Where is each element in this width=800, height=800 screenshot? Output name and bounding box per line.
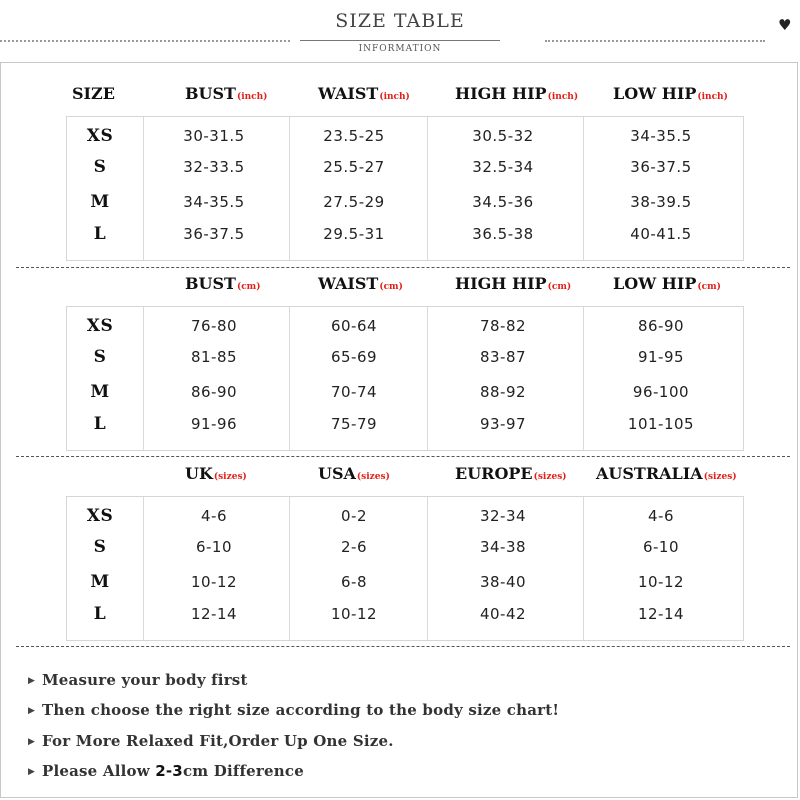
value-cell: 40-41.5 — [630, 225, 692, 243]
column-header-label: BUST — [185, 274, 236, 293]
column-header-unit: (sizes) — [213, 472, 247, 482]
column-header — [613, 84, 728, 103]
size-cell: L — [93, 414, 107, 434]
column-header-unit: (cm) — [236, 282, 261, 292]
table-row — [0, 310, 800, 342]
value-cell: 70-74 — [330, 383, 378, 401]
table-row — [0, 376, 800, 408]
column-header — [455, 274, 571, 293]
value-cell: 65-69 — [330, 348, 378, 366]
table-row — [0, 566, 800, 598]
value-cell: 36.5-38 — [472, 225, 534, 243]
value-cell: 83-87 — [479, 348, 527, 366]
value-cell: 6-10 — [642, 538, 680, 556]
note-text: For More Relaxed Fit,Order Up One Size. — [42, 732, 394, 750]
section-divider — [16, 646, 790, 647]
table-row — [0, 341, 800, 373]
value-cell: 0-2 — [341, 507, 367, 525]
value-cell: 32-34 — [479, 507, 527, 525]
table-row — [0, 120, 800, 152]
size-cell: XS — [86, 316, 114, 336]
value-cell: 10-12 — [637, 573, 685, 591]
column-header-label: HIGH HIP — [455, 274, 547, 293]
value-cell: 36-37.5 — [183, 225, 245, 243]
value-cell: 25.5-27 — [323, 158, 385, 176]
column-header-unit: (inch) — [697, 92, 728, 102]
value-cell: 86-90 — [190, 383, 238, 401]
value-cell: 10-12 — [190, 573, 238, 591]
size-cell: XS — [86, 126, 114, 146]
value-cell: 27.5-29 — [323, 193, 385, 211]
value-cell: 96-100 — [632, 383, 690, 401]
table-row — [0, 218, 800, 250]
column-header-label: WAIST — [318, 84, 379, 103]
value-cell: 32.5-34 — [472, 158, 534, 176]
column-header — [455, 84, 578, 103]
value-cell: 34-35.5 — [630, 127, 692, 145]
header-dotted-line-left — [0, 40, 290, 42]
triangle-bullet-icon: ▶ — [28, 706, 36, 716]
value-cell: 6-8 — [341, 573, 367, 591]
column-header-unit: (sizes) — [533, 472, 567, 482]
value-cell: 12-14 — [637, 605, 685, 623]
value-cell: 40-42 — [479, 605, 527, 623]
value-cell: 78-82 — [479, 317, 527, 335]
table-row — [0, 500, 800, 532]
column-header-label: EUROPE — [455, 464, 533, 483]
column-header-label: UK — [185, 464, 213, 483]
value-cell: 38-39.5 — [630, 193, 692, 211]
column-header — [318, 84, 410, 103]
value-cell: 10-12 — [330, 605, 378, 623]
column-header — [185, 464, 247, 483]
value-cell: 88-92 — [479, 383, 527, 401]
note-item — [28, 671, 248, 689]
size-cell: L — [93, 604, 107, 624]
table-row — [0, 598, 800, 630]
value-cell: 6-10 — [195, 538, 233, 556]
page-subtitle: INFORMATION — [358, 44, 442, 54]
value-cell: 38-40 — [479, 573, 527, 591]
section-divider — [16, 456, 790, 457]
value-cell: 101-105 — [627, 415, 695, 433]
table-row — [0, 408, 800, 440]
size-column-header: SIZE — [72, 84, 115, 103]
header-dotted-line-right — [545, 40, 765, 42]
column-header-unit: (cm) — [379, 282, 403, 292]
note-emphasis: 2-3 — [155, 762, 183, 780]
column-header — [318, 274, 403, 293]
value-cell: 81-85 — [190, 348, 238, 366]
value-cell: 93-97 — [479, 415, 527, 433]
value-cell: 2-6 — [341, 538, 367, 556]
column-header-unit: (sizes) — [356, 472, 390, 482]
value-cell: 60-64 — [330, 317, 378, 335]
size-cell: S — [93, 537, 107, 557]
triangle-bullet-icon: ▶ — [28, 737, 36, 747]
value-cell: 34.5-36 — [472, 193, 534, 211]
column-header-label: HIGH HIP — [455, 84, 547, 103]
section-divider — [16, 267, 790, 268]
table-header-row — [0, 464, 800, 490]
value-cell: 76-80 — [190, 317, 238, 335]
table-header-row — [0, 84, 800, 110]
column-header-label: BUST — [185, 84, 236, 103]
size-cell: M — [90, 572, 110, 592]
page-title: SIZE TABLE — [335, 10, 465, 32]
table-header-row — [0, 274, 800, 300]
size-cell: M — [90, 192, 110, 212]
value-cell: 30.5-32 — [472, 127, 534, 145]
value-cell: 4-6 — [648, 507, 674, 525]
triangle-bullet-icon: ▶ — [28, 767, 36, 777]
heart-icon: ♥ — [778, 16, 792, 34]
column-header-label: LOW HIP — [613, 274, 697, 293]
note-item — [28, 732, 394, 750]
column-header-unit: (inch) — [547, 92, 579, 102]
value-cell: 75-79 — [330, 415, 378, 433]
value-cell: 86-90 — [637, 317, 685, 335]
value-cell: 30-31.5 — [183, 127, 245, 145]
column-header-unit: (inch) — [236, 92, 268, 102]
value-cell: 91-95 — [637, 348, 685, 366]
value-cell: 4-6 — [201, 507, 227, 525]
value-cell: 32-33.5 — [183, 158, 245, 176]
note-item — [28, 701, 559, 719]
note-text: cm Difference — [182, 762, 304, 780]
note-text: Please Allow — [42, 762, 156, 780]
column-header — [185, 274, 260, 293]
column-header — [185, 84, 267, 103]
column-header-unit: (inch) — [379, 92, 410, 102]
column-header-label: USA — [318, 464, 356, 483]
triangle-bullet-icon: ▶ — [28, 676, 36, 686]
column-header-label: WAIST — [318, 274, 379, 293]
value-cell: 91-96 — [190, 415, 238, 433]
header-underline — [300, 40, 500, 41]
column-header-unit: (cm) — [697, 282, 721, 292]
size-cell: S — [93, 347, 107, 367]
note-text: Then choose the right size according to the body size chart! — [42, 701, 560, 719]
value-cell: 29.5-31 — [323, 225, 385, 243]
note-text: Measure your body first — [42, 671, 248, 689]
column-header-unit: (sizes) — [703, 472, 737, 482]
column-header-unit: (cm) — [547, 282, 572, 292]
column-header-label: AUSTRALIA — [596, 464, 703, 483]
column-header — [596, 464, 737, 483]
column-header — [455, 464, 567, 483]
value-cell: 36-37.5 — [630, 158, 692, 176]
note-item — [28, 762, 304, 780]
size-cell: M — [90, 382, 110, 402]
table-row — [0, 531, 800, 563]
column-header — [318, 464, 390, 483]
column-header-label: LOW HIP — [613, 84, 697, 103]
size-cell: L — [93, 224, 107, 244]
size-cell: XS — [86, 506, 114, 526]
table-row — [0, 186, 800, 218]
value-cell: 34-35.5 — [183, 193, 245, 211]
value-cell: 23.5-25 — [323, 127, 385, 145]
column-header — [613, 274, 721, 293]
size-cell: S — [93, 157, 107, 177]
value-cell: 12-14 — [190, 605, 238, 623]
value-cell: 34-38 — [479, 538, 527, 556]
table-row — [0, 151, 800, 183]
